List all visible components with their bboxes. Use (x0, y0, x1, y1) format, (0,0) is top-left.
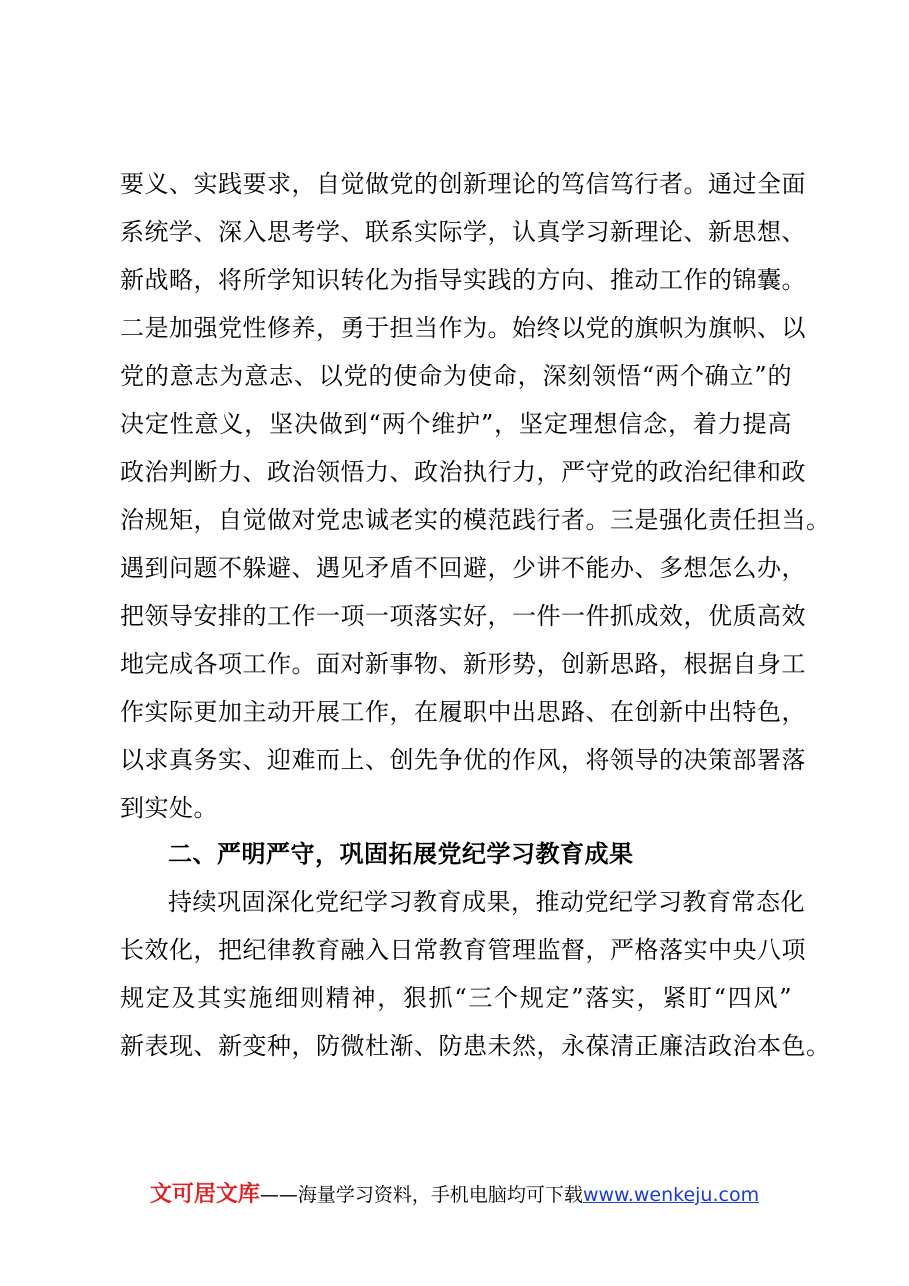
section2-heading-block (120, 830, 792, 878)
footer-tagline: ——海量学习资料，手机电脑均可下载 (259, 1184, 583, 1206)
footer-brand: 文可居文库 (149, 1182, 260, 1207)
body-line: 到实处。 (120, 794, 218, 822)
body-line: 新战略，将所学知识转化为指导实践的方向、推动工作的锦囊。 (120, 266, 806, 294)
body-line: 以求真务实、迎难而上、创先争优的作风，将领导的决策部署落 (120, 746, 806, 774)
body-line: 系统学、深入思考学、联系实际学，认真学习新理论、新思想、 (120, 218, 806, 246)
body-line: 规定及其实施细则精神，狠抓“三个规定”落实，紧盯“四风” (120, 984, 792, 1012)
body-line: 地完成各项工作。面对新事物、新形势，创新思路，根据自身工 (120, 650, 806, 678)
body-line: 党的意志为意志、以党的使命为使命，深刻领悟“两个确立”的 (120, 362, 792, 390)
section2-paragraph (120, 878, 831, 1070)
footer-url-link[interactable]: www.wenkeju.com (582, 1184, 760, 1206)
body-line: 要义、实践要求，自觉做党的创新理论的笃信笃行者。通过全面 (120, 170, 806, 198)
body-line: 二是加强党性修养，勇于担当作为。始终以党的旗帜为旗帜、以 (120, 314, 806, 342)
footer-watermark (0, 1180, 909, 1210)
body-line: 长效化，把纪律教育融入日常教育管理监督，严格落实中央八项 (120, 936, 806, 964)
body-line: 新表现、新变种，防微杜渐、防患未然，永葆清正廉洁政治本色。 (120, 1032, 831, 1060)
body-line: 治规矩，自觉做对党忠诚老实的模范践行者。三是强化责任担当。 (120, 506, 831, 534)
body-line: 决定性意义，坚决做到“两个维护”，坚定理想信念，着力提高 (120, 410, 792, 438)
body-line: 持续巩固深化党纪学习教育成果，推动党纪学习教育常态化 (168, 888, 805, 916)
body-line: 作实际更加主动开展工作，在履职中出思路、在创新中出特色， (120, 698, 806, 726)
section-heading: 二、严明严守，巩固拓展党纪学习教育成果 (168, 840, 634, 868)
body-line: 政治判断力、政治领悟力、政治执行力，严守党的政治纪律和政 (120, 458, 806, 486)
body-line: 遇到问题不躲避、遇见矛盾不回避，少讲不能办、多想怎么办， (120, 554, 806, 582)
body-line: 把领导安排的工作一项一项落实好，一件一件抓成效，优质高效 (120, 602, 806, 630)
section1-paragraph (120, 160, 831, 832)
